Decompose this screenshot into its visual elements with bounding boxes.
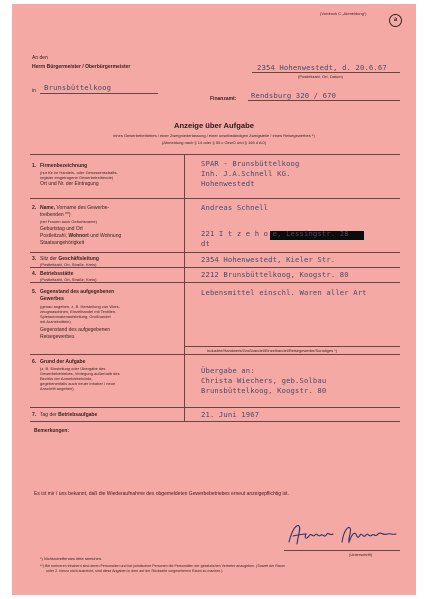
s5-note-4: mit Arzneimitteln)	[40, 319, 71, 324]
s1-value-1: SPAR - Brunsbüttelkoog	[201, 159, 300, 168]
table-column-divider	[184, 154, 185, 421]
s7-number: 7.	[32, 412, 37, 418]
s3-number: 3.	[32, 256, 37, 262]
address-city-line	[40, 93, 158, 94]
s5-label-2: Gewerbes	[40, 296, 64, 302]
s2-note: (bei Frauen auch Geburtsname)	[40, 219, 97, 224]
s1-number: 1.	[32, 163, 37, 169]
place-date-line	[252, 72, 400, 73]
s1-line-3: Ort und Nr. der Eintragung	[40, 181, 99, 187]
form-legal-basis: (Abmeldung nach § 14 oder § 55 c GewO und § 165 d AO)	[161, 140, 267, 145]
address-recipient: Herrn Bürgermeister / Oberbürgermeister	[32, 64, 131, 70]
s6-number: 6.	[32, 359, 37, 365]
s6-note-5: Anschrift angeben)	[40, 386, 74, 391]
form-variant: (Vordruck C „Abmeldung“)	[320, 11, 367, 16]
s6-value-1: Übergabe an:	[201, 366, 255, 375]
s3-value: 2354 Hohenwestedt, Kieler Str.	[201, 255, 336, 264]
s6-note-1: (z. B. Einstellung oder Übergabe des	[40, 366, 106, 371]
s1-note-1: (nur für im Handels- oder Genossenschafts-	[40, 170, 118, 175]
s4-value: 2212 Brunsbüttelkoog, Koogstr. 80	[201, 270, 349, 279]
s2-address-label: Postleitzahl, Wohnort und Wohnung	[40, 233, 122, 239]
address-to: An den	[32, 55, 48, 61]
footnote-1: *) Nichtzutreffendes bitte streichen.	[40, 556, 103, 561]
signature-line	[284, 550, 400, 551]
s1-value-2: Inh. J.A.Schnell KG.	[201, 169, 291, 178]
s5-note-1: (genau angeben, z. B. Herstellung von Werk-	[40, 304, 120, 309]
s6-note-3: Bezirks der Anmeldebehörde,	[40, 376, 93, 381]
s5-categories: Industrie/Handwerk/Großhandel/Einzelhandel/Reisegewerbe/Sonstiges *)	[207, 348, 338, 353]
s2-label-2: treibenden **)	[40, 212, 71, 218]
s2-birth-label: Geburtstag und Ort	[40, 226, 83, 232]
s2-nationality-label: Staatsangehörigkeit	[40, 240, 85, 246]
finanzamt-line	[248, 100, 400, 101]
place-date-caption: (Postleitzahl, Ort, Datum)	[298, 74, 343, 79]
place-date: 2354 Hohenwestedt, d. 20.6.67	[257, 63, 387, 72]
table-top-border	[30, 154, 400, 155]
statement: Es ist mir / uns bekannt, daß die Wiederaufnahme des obgemeldeten Gewerbebetriebes erneut anzeigepflichtig ist.	[34, 491, 289, 497]
footnote-3: unter 2. hierzu nicht ausreicht, sind diese Angaben in dem auf der Rückseite vorgesehenen Raum zu machen.)	[46, 569, 223, 573]
form-sheet	[12, 4, 416, 595]
s2-name-value: Andreas Schnell	[201, 203, 269, 212]
handwritten-signature	[286, 520, 400, 550]
s4-number: 4.	[32, 271, 37, 277]
s4-label: Betriebsstätte	[40, 271, 74, 277]
s6-value-2: Christa Wiechers, geb.Solbau	[201, 376, 327, 385]
s5-travel-label-1: Gegenstand des aufgegebenen	[40, 327, 111, 333]
s1-note-2: register eingetragene Gewerbetreibende)	[40, 175, 114, 180]
address-in-label: in	[32, 88, 36, 94]
finanzamt-label: Finanzamt:	[210, 96, 237, 102]
s3-note: (Postleitzahl, Ort, Straße, Kreis)	[40, 262, 97, 267]
s5-travel-label-2: Reisegewerbes	[40, 334, 75, 340]
form-subtitle: eines Gewerbebetriebes / einer Zweigniederlassung / einer unselbständigen Zweigstelle / eines Reisegewerbes *)	[113, 133, 315, 138]
s7-label: Tag der Betriebsaufgabe	[40, 412, 98, 418]
s2-address-value: 221 I t z e h o e, Lessingstr. 28	[201, 229, 349, 238]
signature-caption: (Unterschrift)	[349, 552, 373, 557]
s6-note-4: gegebenenfalls auch neuer Inhaber / neue	[40, 381, 116, 386]
s7-value: 21. Juni 1967	[201, 410, 260, 419]
address-city: Brunsbüttelkoog	[44, 83, 112, 92]
s2-number: 2.	[32, 205, 37, 211]
s3-label: Sitz der Geschäftsleitung	[40, 256, 99, 262]
s5-note-3: Spielautomatenaufstellung, Großhandel	[40, 314, 111, 319]
s5-note-2: zeugmaschinen, Einzelhandel mit Textilien,	[40, 309, 117, 314]
form-title: Anzeige über Aufgabe	[174, 121, 254, 130]
form-badge: a	[389, 14, 402, 27]
s4-note: (Postleitzahl, Ort, Straße, Kreis)	[40, 277, 97, 282]
footnote-2: **) Bei mehreren Inhabern sind deren Personalien und bei juristischen Personen die Personalien der gesetzlichen Vertreter anzugeben. (Soweit der Raum	[40, 564, 285, 568]
s1-label: Firmenbezeichnung	[40, 163, 88, 169]
s2-label: Name, Vorname des Gewerbe-	[40, 205, 110, 211]
s2-nationality-value: dt	[201, 239, 210, 248]
s5-label-1: Gegenstand des aufgegebenen	[40, 289, 115, 295]
s5-value: Lebensmittel einschl. Waren aller Art	[201, 288, 367, 297]
s6-note-2: Gewerbebetriebes, Verlegung außerhalb des	[40, 371, 120, 376]
s5-number: 5.	[32, 289, 37, 295]
s6-value-3: Brunsbüttelkoog, Koogstr. 80	[201, 386, 327, 395]
s1-value-3: Hohenwestedt	[201, 179, 255, 188]
remarks-label: Bemerkungen:	[34, 428, 70, 434]
s6-label: Grund der Aufgabe	[40, 359, 86, 365]
finanzamt-value: Rendsburg 320 / 670	[251, 91, 337, 100]
